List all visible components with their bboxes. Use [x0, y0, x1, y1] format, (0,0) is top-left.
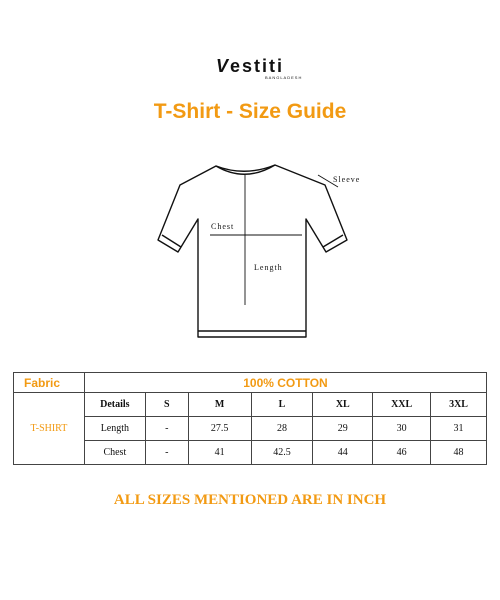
row-label: Length: [84, 417, 145, 441]
units-note: ALL SIZES MENTIONED ARE IN INCH: [113, 492, 387, 508]
fabric-value: 100% COTTON: [84, 373, 486, 393]
tshirt-diagram: [150, 155, 360, 340]
table-cell: 29: [313, 417, 373, 441]
page-title: T-Shirt - Size Guide: [153, 100, 347, 123]
fabric-label: Fabric: [14, 373, 85, 393]
size-table: [13, 372, 487, 465]
header-cell: XL: [313, 393, 373, 417]
logo-initial: V: [215, 56, 230, 76]
header-cell: 3XL: [431, 393, 487, 417]
header-cell: M: [188, 393, 251, 417]
header-cell: L: [251, 393, 313, 417]
table-cell: 30: [373, 417, 431, 441]
product-label: T-SHIRT: [14, 393, 85, 465]
length-label: Length: [254, 263, 283, 272]
table-row: [14, 441, 487, 465]
table-row: [14, 417, 487, 441]
brand-logo: [0, 56, 500, 77]
header-cell: S: [145, 393, 188, 417]
table-cell: 44: [313, 441, 373, 465]
sleeve-label: Sleeve: [333, 175, 361, 184]
header-cell: XXL: [373, 393, 431, 417]
table-cell: 41: [188, 441, 251, 465]
table-cell: 28: [251, 417, 313, 441]
header-row: [14, 393, 487, 417]
table-cell: -: [145, 441, 188, 465]
table-cell: -: [145, 417, 188, 441]
chest-label: Chest: [211, 222, 235, 231]
table-cell: 27.5: [188, 417, 251, 441]
row-label: Chest: [84, 441, 145, 465]
logo-subtitle: BANGLADESH: [265, 75, 303, 80]
logo-name: estiti: [230, 56, 285, 76]
table-cell: 46: [373, 441, 431, 465]
table-cell: 42.5: [251, 441, 313, 465]
table-cell: 48: [431, 441, 487, 465]
header-cell: Details: [84, 393, 145, 417]
fabric-row: [14, 373, 487, 393]
table-cell: 31: [431, 417, 487, 441]
